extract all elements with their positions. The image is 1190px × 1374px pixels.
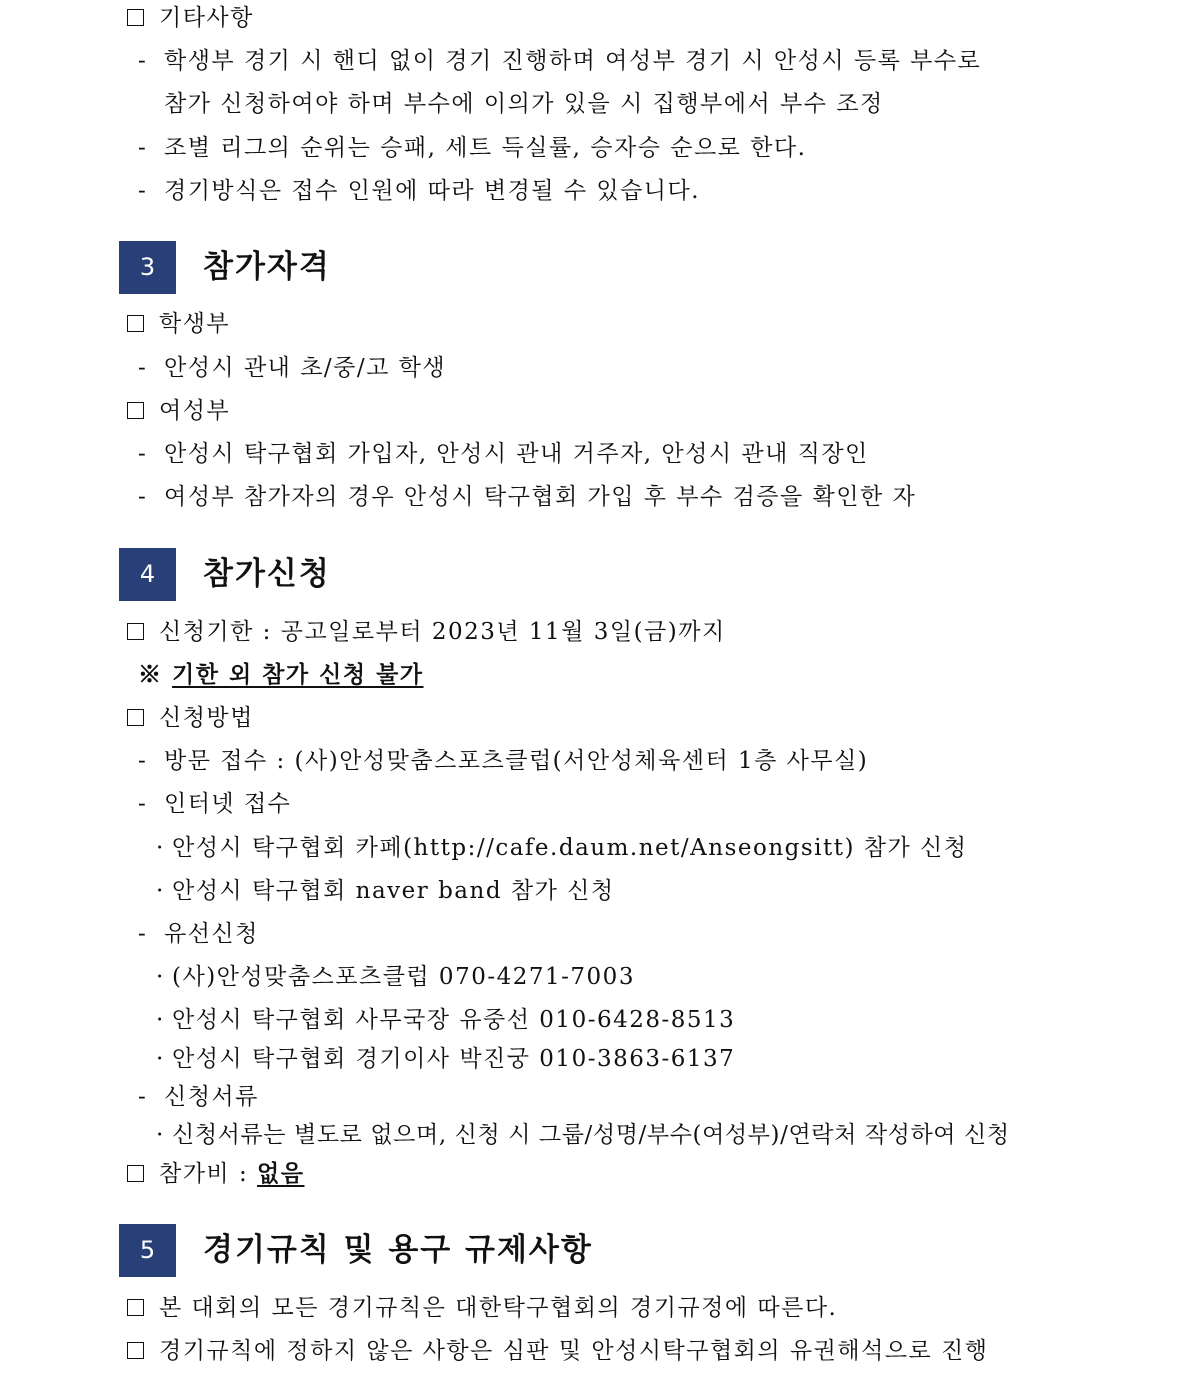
list-item: - 안성시 관내 초/중/고 학생 (138, 355, 447, 381)
checkbox-square-icon (127, 315, 144, 332)
deadline: 신청기한 : 공고일로부터 2023년 11월 3일(금)까지 (127, 617, 726, 647)
student-heading: 학생부 (127, 309, 230, 339)
list-item: - 인터넷 접수 (138, 791, 292, 817)
section-title: 참가자격 (203, 249, 331, 285)
sub-item: · 안성시 탁구협회 사무국장 유중선 010-6428-8513 (156, 1007, 736, 1033)
list-item: - 방문 접수 : (사)안성맞춤스포츠클럽(서안성체육센터 1층 사무실) (138, 748, 869, 774)
list-item: - 신청서류 (138, 1084, 259, 1110)
list-item: - 조별 리그의 순위는 승패, 세트 득실률, 승자승 순으로 한다. (138, 135, 807, 161)
checkbox-square-icon (127, 402, 144, 419)
section-header-3 (119, 241, 819, 294)
section-number-badge: 4 (119, 548, 176, 601)
rule-item: 본 대회의 모든 경기규칙은 대한탁구협회의 경기규정에 따른다. (127, 1293, 837, 1323)
misc-heading: 기타사항 (127, 3, 254, 33)
list-item: - 안성시 탁구협회 가입자, 안성시 관내 거주자, 안성시 관내 직장인 (138, 441, 869, 467)
list-item: - 여성부 참가자의 경우 안성시 탁구협회 가입 후 부수 검증을 확인한 자 (138, 484, 917, 510)
reference-mark-icon: ※ (138, 661, 163, 688)
list-item: - 학생부 경기 시 핸디 없이 경기 진행하며 여성부 경기 시 안성시 등록 부수로 (138, 48, 982, 74)
checkbox-square-icon (127, 1342, 144, 1359)
checkbox-square-icon (127, 623, 144, 640)
section-number-badge: 5 (119, 1224, 176, 1277)
checkbox-square-icon (127, 1165, 144, 1182)
list-item: - 경기방식은 접수 인원에 따라 변경될 수 있습니다. (138, 178, 701, 204)
checkbox-square-icon (127, 1299, 144, 1316)
women-heading: 여성부 (127, 396, 230, 426)
sub-item: · 안성시 탁구협회 naver band 참가 신청 (156, 878, 615, 904)
fee: 참가비 : 없음 (127, 1159, 304, 1189)
sub-item: · 신청서류는 별도로 없으며, 신청 시 그룹/성명/부수(여성부)/연락처 작성하여 신청 (156, 1122, 1010, 1148)
deadline-note: ※ 기한 외 참가 신청 불가 (138, 661, 424, 688)
list-item-continuation: 참가 신청하여야 하며 부수에 이의가 있을 시 집행부에서 부수 조정 (164, 91, 884, 117)
section-title: 참가신청 (203, 556, 331, 592)
sub-item: · 안성시 탁구협회 경기이사 박진궁 010-3863-6137 (156, 1046, 736, 1072)
checkbox-square-icon (127, 9, 144, 26)
fee-value: 없음 (257, 1160, 305, 1187)
method-heading: 신청방법 (127, 703, 254, 733)
section-title: 경기규칙 및 용구 규제사항 (203, 1232, 593, 1268)
section-header-4 (119, 548, 819, 601)
sub-item: · 안성시 탁구협회 카페(http://cafe.daum.net/Anseongsitt) 참가 신청 (156, 835, 968, 861)
checkbox-square-icon (127, 709, 144, 726)
rule-item: 경기규칙에 정하지 않은 사항은 심판 및 안성시탁구협회의 유권해석으로 진행 (127, 1336, 988, 1366)
list-item: - 유선신청 (138, 921, 259, 947)
section-header-5 (119, 1224, 819, 1277)
section-number-badge: 3 (119, 241, 176, 294)
sub-item: · (사)안성맞춤스포츠클럽 070-4271-7003 (156, 964, 635, 990)
